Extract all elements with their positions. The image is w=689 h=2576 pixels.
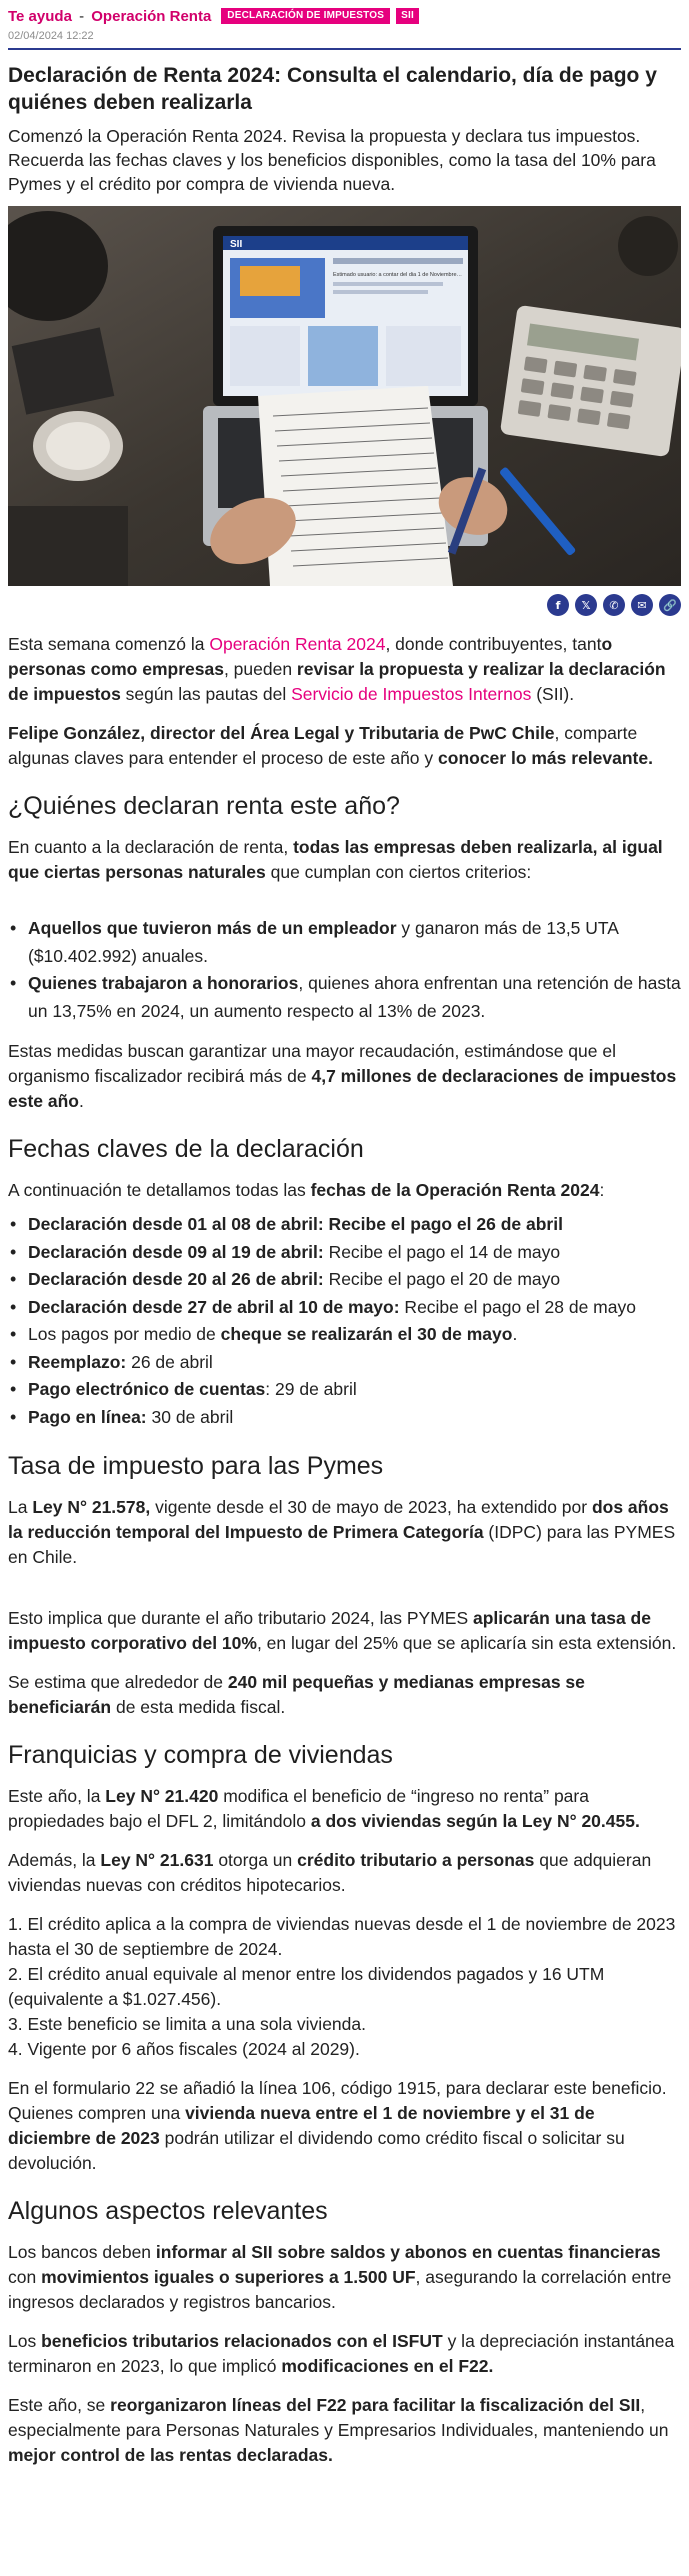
list-item: • Pago electrónico de cuentas: 29 de abril <box>8 1376 681 1404</box>
section-link[interactable]: Te ayuda - Operación Renta <box>8 7 212 25</box>
medidas-paragraph: Estas medidas buscan garantizar una mayor recaudación, estimándose que el organismo fiscalizador recibirá más de 4,7 millones de declaraciones de impuestos este año. <box>8 1041 677 1111</box>
list-item: • Declaración desde 09 al 19 de abril: Recibe el pago el 14 de mayo <box>8 1239 681 1267</box>
list-item: 3. Este beneficio se limita a una sola vivienda. <box>8 2014 366 2034</box>
heading-quienes: ¿Quiénes declaran renta este año? <box>8 792 400 820</box>
heading-aspectos: Algunos aspectos relevantes <box>8 2197 328 2225</box>
viviendas-paragraph-3: En el formulario 22 se añadió la línea 106, código 1915, para declarar este beneficio. Quienes compren una vivienda nueva entre el 1 de noviembre y el 31 de diciembre de 2023 podrán utilizar el dividendo como crédito fiscal o solicitar su devolución. <box>8 2078 667 2173</box>
heading-fechas: Fechas claves de la declaración <box>8 1135 364 1163</box>
screen-notice: Estimado usuario: a contar del dia 1 de Noviembre… <box>333 272 463 278</box>
link-icon[interactable]: 🔗 <box>659 594 681 616</box>
list-item: • Quienes trabajaron a honorarios, quienes ahora enfrentan una retención de hasta un 13,75% en 2024, un aumento respecto al 13% de 2023. <box>8 970 681 1025</box>
screen-logo: SII <box>230 239 243 250</box>
intro-paragraph: Esta semana comenzó la Operación Renta 2024, donde contribuyentes, tanto personas como empresas, pueden revisar la propuesta y realizar la declaración de impuestos según las pautas del Servicio de Impuestos Internos (SII). <box>8 634 666 704</box>
list-item: • Reemplazo: 26 de abril <box>8 1349 681 1377</box>
section-name: Te ayuda <box>8 7 72 25</box>
aspectos-paragraph-2: Los beneficios tributarios relacionados con el ISFUT y la depreciación instantánea terminaron en 2023, lo que implicó modificaciones en el F22. <box>8 2331 675 2376</box>
list-item: • Los pagos por medio de cheque se realizarán el 30 de mayo. <box>8 1321 681 1349</box>
topic-name: Operación Renta <box>91 7 212 25</box>
email-icon[interactable]: ✉ <box>631 594 653 616</box>
list-item: • Aquellos que tuvieron más de un empleador y ganaron más de 13,5 UTA ($10.402.992) anuales. <box>8 915 681 970</box>
article-title: Declaración de Renta 2024: Consulta el calendario, día de pago y quiénes deben realizarla <box>8 64 657 114</box>
pymes-paragraph-2: Esto implica que durante el año tributario 2024, las PYMES aplicarán una tasa de impuesto corporativo del 10%, en lugar del 25% que se aplicaría sin esta extensión. <box>8 1608 677 1653</box>
list-item: • Declaración desde 01 al 08 de abril: Recibe el pago el 26 de abril <box>8 1211 681 1239</box>
x-icon[interactable]: 𝕏 <box>575 594 597 616</box>
article-photo <box>8 206 681 586</box>
aspectos-paragraph-3: Este año, se reorganizaron líneas del F22 para facilitar la fiscalización del SII, especialmente para Personas Naturales y Empresarios Individuales, manteniendo un mejor control de las rentas declaradas. <box>8 2395 669 2465</box>
article-body <box>8 632 681 2468</box>
section-header <box>8 0 681 26</box>
sii-link[interactable]: Servicio de Impuestos Internos <box>291 684 532 704</box>
list-item: 2. El crédito anual equivale al menor entre los dividendos pagados y 16 UTM (equivalente a $1.027.456). <box>8 1964 605 2009</box>
expert-paragraph: Felipe González, director del Área Legal y Tributaria de PwC Chile, comparte algunas claves para entender el proceso de este año y conocer lo más relevante. <box>8 723 653 768</box>
viviendas-numbered-list <box>8 1912 681 2062</box>
quienes-paragraph: En cuanto a la declaración de renta, todas las empresas deben realizarla, al igual que ciertas personas naturales que cumplan con ciertos criterios: <box>8 837 663 882</box>
tag-declaracion[interactable]: DECLARACIÓN DE IMPUESTOS <box>221 8 390 24</box>
list-item: • Declaración desde 27 de abril al 10 de mayo: Recibe el pago el 28 de mayo <box>8 1294 681 1322</box>
tag-sii[interactable]: SII <box>396 8 419 24</box>
heading-viviendas: Franquicias y compra de viviendas <box>8 1741 393 1769</box>
aspectos-paragraph-1: Los bancos deben informar al SII sobre saldos y abonos en cuentas financieras con movimientos iguales o superiores a 1.500 UF, asegurando la correlación entre ingresos declarados y registros bancarios. <box>8 2242 672 2312</box>
publish-date: 02/04/2024 12:22 <box>8 30 94 42</box>
list-item: 1. El crédito aplica a la compra de viviendas nuevas desde el 1 de noviembre de 2023 hasta el 30 de septiembre de 2024. <box>8 1914 676 1959</box>
article-lead: Comenzó la Operación Renta 2024. Revisa la propuesta y declara tus impuestos. Recuerda las fechas claves y los beneficios disponibles, como la tasa del 10% para Pymes y el crédito por compra de vivienda nueva. <box>8 126 656 194</box>
photo-illustration <box>8 206 681 586</box>
list-item: • Pago en línea: 30 de abril <box>8 1404 681 1432</box>
facebook-icon[interactable]: f <box>547 594 569 616</box>
fechas-intro: A continuación te detallamos todas las fechas de la Operación Renta 2024: <box>8 1180 605 1200</box>
operacion-renta-link[interactable]: Operación Renta 2024 <box>209 634 386 654</box>
pymes-paragraph-3: Se estima que alrededor de 240 mil pequeñas y medianas empresas se beneficiarán de esta medida fiscal. <box>8 1672 585 1717</box>
list-item: • Declaración desde 20 al 26 de abril: Recibe el pago el 20 de mayo <box>8 1266 681 1294</box>
header-divider <box>8 48 681 50</box>
heading-pymes: Tasa de impuesto para las Pymes <box>8 1452 384 1480</box>
whatsapp-icon[interactable]: ✆ <box>603 594 625 616</box>
list-item: 4. Vigente por 6 años fiscales (2024 al 2029). <box>8 2039 360 2059</box>
viviendas-paragraph-2: Además, la Ley N° 21.631 otorga un crédito tributario a personas que adquieran viviendas nuevas con créditos hipotecarios. <box>8 1850 652 1895</box>
fechas-list <box>8 1211 681 1431</box>
pymes-paragraph-1: La Ley N° 21.578, vigente desde el 30 de mayo de 2023, ha extendido por dos años la reducción temporal del Impuesto de Primera Categoría (IDPC) para las PYMES en Chile. <box>8 1497 676 1567</box>
share-bar <box>8 594 681 618</box>
quienes-list <box>8 915 681 1025</box>
viviendas-paragraph-1: Este año, la Ley N° 21.420 modifica el beneficio de “ingreso no renta” para propiedades bajo el DFL 2, limitándolo a dos viviendas según la Ley N° 20.455. <box>8 1786 640 1831</box>
